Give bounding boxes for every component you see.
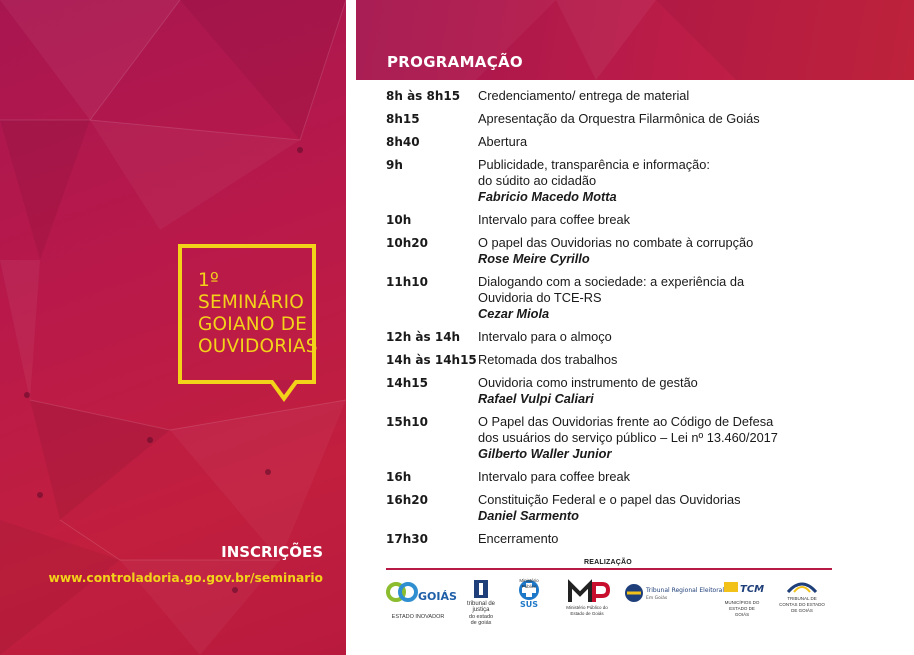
- session-title-line: Dialogando com a sociedade: a experiência da: [478, 274, 745, 289]
- schedule-time: 8h às 8h15: [386, 89, 461, 103]
- event-title-line: GOIANO DE: [198, 314, 308, 335]
- tcm-logo-text: TCM: [740, 584, 765, 595]
- schedule-description: [478, 492, 866, 524]
- schedule-row: [386, 235, 866, 267]
- schedule-time: 14h15: [386, 376, 428, 390]
- goias-logo: GOIÁS ESTADO INOVADOR: [386, 578, 450, 622]
- sponsor-logos: [386, 578, 832, 626]
- speaker-name: Daniel Sarmento: [478, 508, 579, 523]
- schedule-description: [478, 111, 866, 127]
- event-ordinal: 1º: [198, 270, 219, 291]
- tre-logo-caption: Em Goiás: [646, 596, 668, 601]
- program-heading: PROGRAMAÇÃO: [387, 53, 523, 71]
- schedule-description: [478, 469, 866, 485]
- schedule-time: 9h: [386, 158, 403, 172]
- schedule-row: [386, 492, 866, 524]
- schedule-description: [478, 88, 866, 104]
- schedule-time: 17h30: [386, 532, 428, 546]
- schedule-time: 8h40: [386, 135, 420, 149]
- tribunal-justica-logo: tribunal de justiça do estado de goiás: [466, 578, 496, 622]
- schedule-description: [478, 235, 866, 267]
- tre-logo-text: Tribunal Regional Eleitoral: [646, 587, 725, 594]
- sponsors-divider: [386, 568, 832, 570]
- schedule-time: 10h20: [386, 236, 428, 250]
- schedule-description: [478, 414, 866, 462]
- session-title-line: Publicidade, transparência e informação:: [478, 157, 710, 172]
- schedule-row: [386, 134, 866, 150]
- event-title-line: OUVIDORIAS: [198, 336, 318, 357]
- schedule-description: [478, 274, 866, 322]
- speaker-name: Cezar Miola: [478, 306, 550, 321]
- session-title-line: Ouvidoria do TCE-RS: [478, 290, 602, 305]
- schedule-time: 12h às 14h: [386, 330, 461, 344]
- program-schedule: [386, 88, 866, 554]
- schedule-time: 16h20: [386, 493, 428, 507]
- schedule-description: [478, 375, 866, 407]
- schedule-row: [386, 375, 866, 407]
- schedule-time: 8h15: [386, 112, 420, 126]
- tce-logo: TRIBUNAL DE CONTAS DO ESTADO DE GOIÁS: [778, 578, 826, 622]
- speaker-name: Rose Meire Cyrillo: [478, 251, 590, 266]
- schedule-time: 11h10: [386, 275, 428, 289]
- schedule-time: 16h: [386, 470, 412, 484]
- schedule-row: [386, 352, 866, 368]
- schedule-row: [386, 88, 866, 104]
- tre-logo: [624, 578, 725, 622]
- session-title-line: Intervalo para coffee break: [478, 212, 631, 227]
- schedule-row: [386, 329, 866, 345]
- session-title-line: Apresentação da Orquestra Filarmônica de Goiás: [478, 111, 760, 126]
- speaker-name: Fabricio Macedo Motta: [478, 189, 617, 204]
- schedule-row: [386, 111, 866, 127]
- schedule-description: [478, 212, 866, 228]
- sus-logo: SUS Ministério Público: [519, 578, 539, 609]
- speaker-name: Gilberto Waller Junior: [478, 446, 612, 461]
- session-title-line: Intervalo para o almoço: [478, 329, 612, 344]
- goias-logo-text: GOIÁS: [418, 590, 457, 603]
- speaker-name: Rafael Vulpi Caliari: [478, 391, 594, 406]
- session-title-line: Intervalo para coffee break: [478, 469, 631, 484]
- session-title-line: Credenciamento/ entrega de material: [478, 88, 690, 103]
- schedule-row: [386, 212, 866, 228]
- schedule-description: [478, 531, 866, 547]
- session-title-line: Abertura: [478, 134, 528, 149]
- registration-link[interactable]: www.controladoria.go.gov.br/seminario: [48, 571, 323, 585]
- session-title-line: O papel das Ouvidorias no combate à corrupção: [478, 235, 754, 250]
- schedule-time: 15h10: [386, 415, 428, 429]
- schedule-row: [386, 274, 866, 322]
- schedule-description: [478, 352, 866, 368]
- registration-heading: INSCRIÇÕES: [221, 543, 323, 561]
- schedule-row: [386, 414, 866, 462]
- ministerio-publico-logo: Ministério Público do Estado de Goiás: [564, 578, 610, 622]
- session-title-line: dos usuários do serviço público – Lei nº 13.460/2017: [478, 430, 778, 445]
- session-title-line: O Papel das Ouvidorias frente ao Código de Defesa: [478, 414, 774, 429]
- session-title-line: Constituição Federal e o papel das Ouvidorias: [478, 492, 741, 507]
- schedule-description: [478, 134, 866, 150]
- schedule-row: [386, 469, 866, 485]
- schedule-row: [386, 157, 866, 205]
- event-title-line: SEMINÁRIO: [198, 292, 305, 313]
- event-title: [198, 270, 318, 358]
- session-title-line: Ouvidoria como instrumento de gestão: [478, 375, 698, 390]
- tcm-logo: TCM MUNICÍPIOS DO ESTADO DE GOIÁS: [724, 584, 765, 617]
- schedule-row: [386, 531, 866, 547]
- session-title-line: do súdito ao cidadão: [478, 173, 597, 188]
- schedule-time: 14h às 14h15: [386, 353, 477, 367]
- fold-gap: [346, 0, 356, 655]
- schedule-description: [478, 329, 866, 345]
- session-title-line: Retomada dos trabalhos: [478, 352, 618, 367]
- schedule-description: [478, 157, 866, 205]
- schedule-time: 10h: [386, 213, 412, 227]
- sponsors-label: REALIZAÇÃO: [584, 559, 632, 566]
- sus-logo-text: SUS: [519, 600, 539, 609]
- session-title-line: Encerramento: [478, 531, 559, 546]
